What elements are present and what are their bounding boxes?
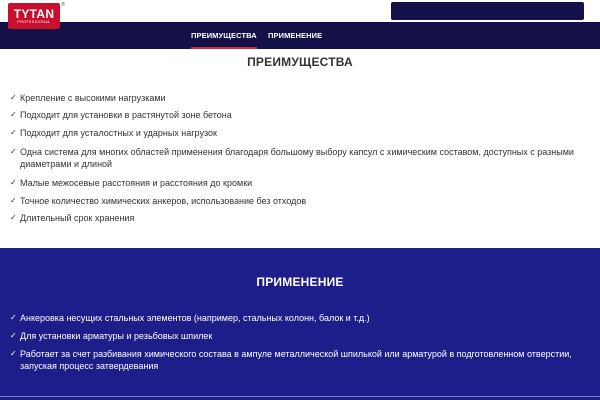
list-item-text: Длительный срок хранения [20, 213, 135, 223]
check-icon: ✓ [10, 196, 17, 205]
list-item [10, 146, 585, 170]
list-item-text: Точное количество химических анкеров, использование без отходов [20, 196, 307, 206]
search-input[interactable] [391, 2, 584, 20]
list-item-text: Крепление с высокими нагрузками [20, 93, 166, 103]
check-icon: ✓ [10, 331, 17, 340]
check-icon: ✓ [10, 147, 17, 156]
tytan-logo[interactable] [8, 2, 65, 29]
list-item-text: Подходит для установки в растянутой зоне бетона [20, 110, 232, 120]
list-item [10, 127, 217, 139]
list-item-text: Для установки арматуры и резьбовых шпилек [20, 331, 213, 341]
check-icon: ✓ [10, 213, 17, 222]
application-section [0, 248, 600, 400]
check-icon: ✓ [10, 313, 17, 322]
list-item [10, 177, 252, 189]
check-icon: ✓ [10, 93, 17, 102]
list-item-text: Подходит для усталостных и ударных нагрузок [20, 128, 217, 138]
list-item-text: Одна система для многих областей применения благодаря большому выбору капсул с химическим составом, доступных с разными диаметрами и длиной [20, 147, 574, 169]
tab-advantages[interactable]: ПРЕИМУЩЕСТВА [191, 22, 257, 49]
list-item [10, 92, 166, 104]
list-item-text: Малые межосевые расстояния и расстояния до кромки [20, 178, 253, 188]
list-item [10, 312, 370, 324]
logo-subtext: PROFESSIONAL [17, 19, 51, 24]
check-icon: ✓ [10, 128, 17, 137]
tab-application[interactable]: ПРИМЕНЕНИЕ [268, 31, 323, 40]
list-item [10, 348, 585, 372]
check-icon: ✓ [10, 178, 17, 187]
application-title: ПРИМЕНЕНИЕ [256, 275, 344, 289]
list-item [10, 195, 306, 207]
divider [0, 396, 600, 397]
list-item [10, 109, 232, 121]
logo-text: TYTAN [13, 6, 55, 21]
list-item-text: Работает за счет разбивания химического состава в ампуле металлической шпилькой или арматурой в подготовленном отверстии, запуская процесс затвердевания [20, 349, 572, 371]
advantages-title: ПРЕИМУЩЕСТВА [247, 55, 353, 69]
check-icon: ✓ [10, 349, 17, 358]
list-item-text: Анкеровка несущих стальных элементов (например, стальных колонн, балок и т.д.) [20, 313, 370, 323]
list-item [10, 330, 212, 342]
registered-mark: ® [61, 2, 65, 8]
list-item [10, 212, 134, 224]
check-icon: ✓ [10, 110, 17, 119]
